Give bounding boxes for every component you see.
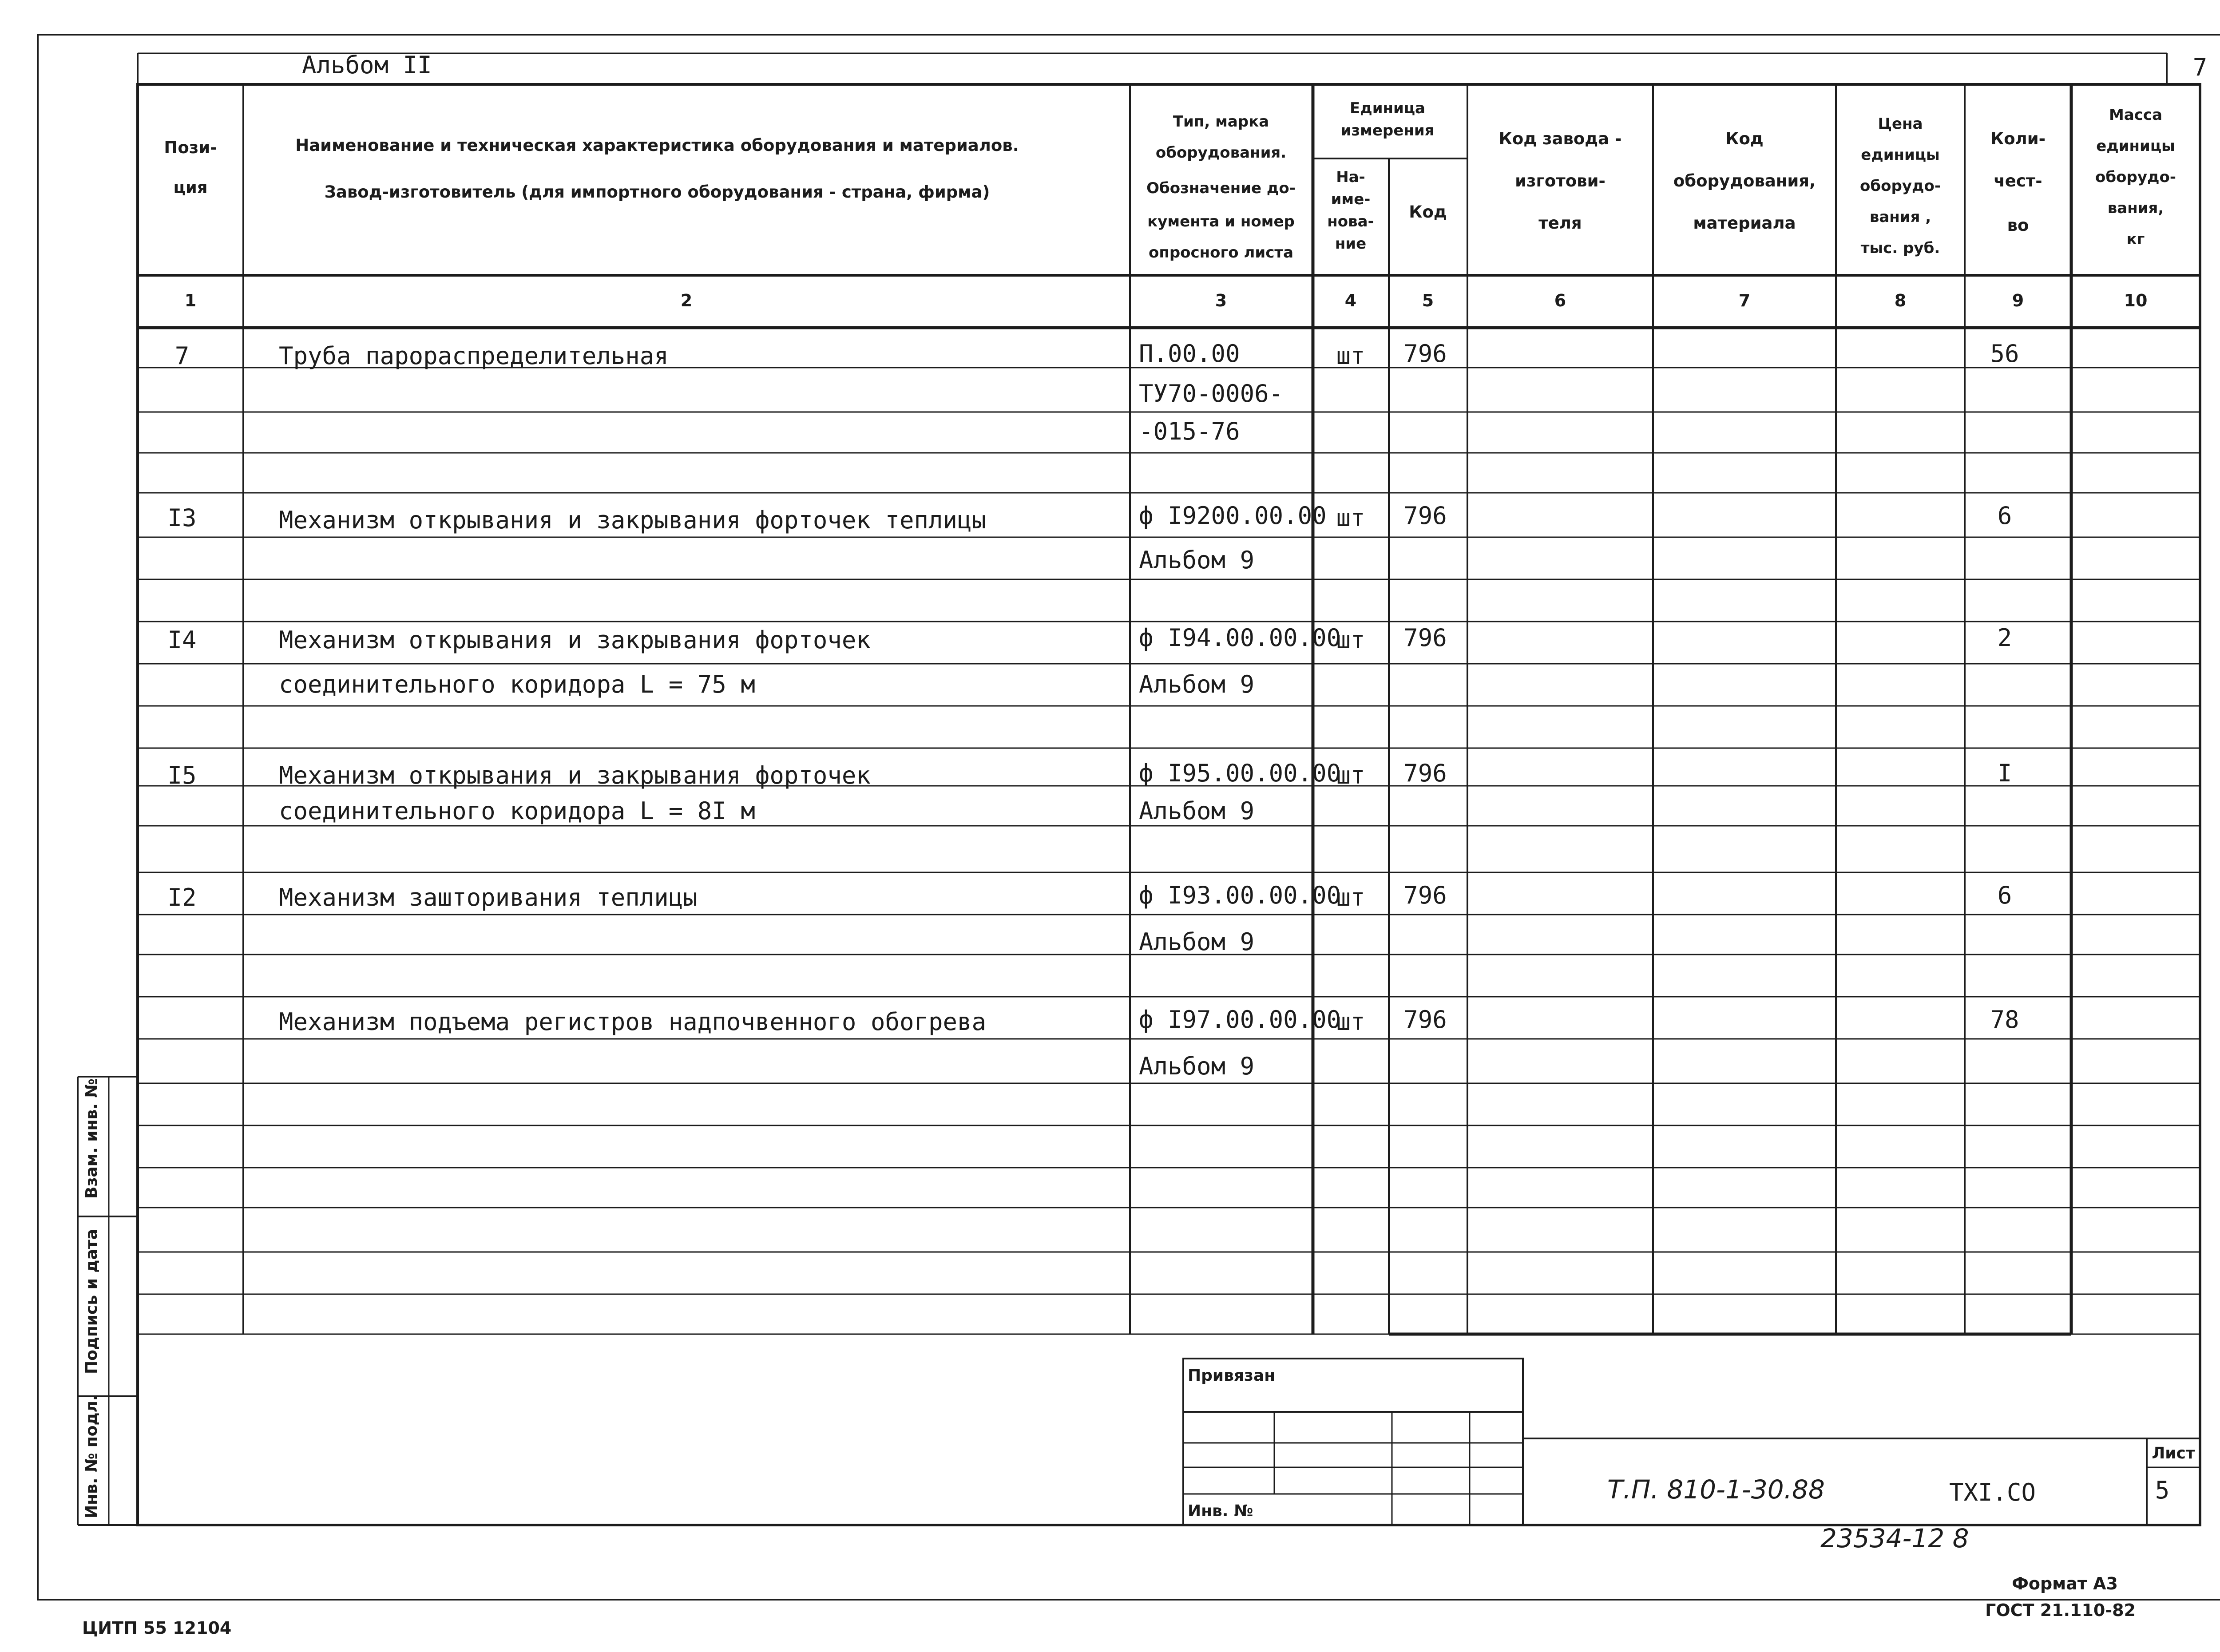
row-type: ТУ70-0006- (1139, 380, 1284, 408)
row-unit: шт (1336, 504, 1365, 532)
sheet-label: Лист (2152, 1444, 2195, 1462)
row-type: Альбом 9 (1139, 797, 1255, 825)
row-type: ф I9200.00.00 (1139, 502, 1327, 530)
row-quantity: 6 (1997, 502, 2012, 530)
row-name: Механизм открывания и закрывания форточек (279, 626, 871, 654)
row-quantity: 2 (1997, 624, 2012, 652)
sheet-number: 5 (2155, 1476, 2170, 1504)
column-header-text: оборудования. (1155, 144, 1287, 162)
column-header-text: Пози- (164, 138, 217, 157)
row-code: 796 (1403, 502, 1447, 530)
side-stamp-podpis: Подпись и дата (83, 1229, 101, 1374)
column-number: 5 (1422, 291, 1434, 310)
inventory-label: Инв. № (1188, 1502, 1253, 1520)
row-name: соединительного коридора L = 8I м (279, 797, 755, 825)
column-header-text: ция (173, 178, 208, 197)
row-unit: шт (1336, 626, 1365, 654)
column-header-text: ние (1335, 235, 1367, 253)
row-position: I4 (167, 626, 197, 654)
column-header-text: опросного листа (1148, 244, 1294, 261)
column-header-text: Тип, марка (1173, 113, 1269, 131)
column-number: 3 (1215, 291, 1227, 310)
row-type: Альбом 9 (1139, 670, 1255, 698)
column-header-text: нова- (1327, 213, 1374, 230)
side-stamp-inv-podl: Инв. № подл. (83, 1394, 101, 1518)
row-type: ф I94.00.00.00 (1139, 624, 1341, 652)
column-number: 4 (1344, 291, 1357, 310)
column-header-text: изготови- (1515, 171, 1606, 190)
row-unit: шт (1336, 1008, 1365, 1036)
row-position: I2 (167, 883, 197, 911)
column-header-text: Наименование и техническая характеристика оборудования и материалов. (295, 136, 1019, 155)
column-header-text: Код завода - (1498, 129, 1622, 148)
row-code: 796 (1403, 881, 1447, 909)
column-header-text: кумента и номер (1147, 213, 1295, 230)
row-quantity: I (1997, 759, 2012, 787)
row-code: 796 (1403, 1006, 1447, 1034)
column-number: 8 (1894, 291, 1907, 310)
row-type: Альбом 9 (1139, 928, 1255, 956)
column-number: 1 (184, 291, 197, 310)
column-header-text: Масса (2109, 106, 2163, 124)
row-code: 796 (1403, 340, 1447, 368)
column-header-text: теля (1538, 214, 1582, 233)
column-header-text: Код (1409, 202, 1447, 222)
column-header-text: оборудования, (1673, 171, 1816, 190)
column-header-text: вания, (2107, 199, 2164, 217)
row-quantity: 78 (1990, 1006, 2019, 1034)
row-type: ф I97.00.00.00 (1139, 1006, 1341, 1034)
row-type: -015-76 (1139, 417, 1240, 445)
row-quantity: 56 (1990, 340, 2019, 368)
row-quantity: 6 (1997, 881, 2012, 909)
column-header-text: чест- (1994, 171, 2042, 190)
row-code: 796 (1403, 624, 1447, 652)
gost-label: ГОСТ 21.110-82 (1985, 1600, 2136, 1620)
binding-label: Привязан (1188, 1367, 1276, 1385)
row-type: Альбом 9 (1139, 546, 1255, 574)
row-unit: шт (1336, 883, 1365, 911)
row-unit: шт (1336, 761, 1365, 789)
row-position: I5 (167, 761, 197, 789)
column-header-text: оборудо- (1860, 177, 1941, 195)
table-text (82, 51, 2207, 1638)
column-header-text: Обозначение до- (1146, 179, 1296, 197)
column-header-text: Коли- (1990, 129, 2046, 148)
side-stamp-vzam-inv: Взам. инв. № (83, 1078, 101, 1199)
row-code: 796 (1403, 759, 1447, 787)
row-name: Механизм зашторивания теплицы (279, 883, 698, 911)
row-name: Механизм открывания и закрывания форточек (279, 761, 871, 789)
column-header-text: материала (1693, 214, 1796, 233)
column-header-text: Цена (1878, 115, 1923, 133)
column-header-text: Единица (1350, 99, 1425, 117)
row-name: соединительного коридора L = 75 м (279, 670, 755, 698)
row-type: П.00.00 (1139, 340, 1240, 368)
row-name: Механизм подъема регистров надпочвенного обогрева (279, 1008, 987, 1036)
column-header-text: На- (1336, 168, 1365, 186)
column-header-text: име- (1331, 190, 1371, 208)
column-header-text: тыс. руб. (1860, 239, 1940, 257)
column-header-text: оборудо- (2095, 168, 2176, 186)
column-number: 6 (1554, 291, 1566, 310)
row-type: ф I93.00.00.00 (1139, 881, 1341, 909)
column-header-text: вания , (1869, 208, 1931, 226)
column-number: 10 (2124, 291, 2148, 310)
row-name: Труба парораспределительная (279, 342, 669, 370)
column-number: 9 (2012, 291, 2024, 310)
printer-mark: ЦИТП 55 12104 (82, 1618, 232, 1638)
row-unit: шт (1336, 342, 1365, 370)
column-number: 2 (680, 291, 693, 310)
row-type: ф I95.00.00.00 (1139, 759, 1341, 787)
row-type: Альбом 9 (1139, 1052, 1255, 1080)
column-header-text: Код (1725, 129, 1764, 148)
document-code: ТХI.СО (1949, 1478, 2036, 1506)
column-header-text: единицы (2096, 137, 2175, 155)
row-name: Механизм открывания и закрывания форточек теплицы (279, 506, 987, 534)
document-designation: Т.П. 810-1-30.88 (1607, 1474, 1825, 1505)
column-header-text: Завод-изготовитель (для импортного оборудования - страна, фирма) (324, 182, 990, 202)
column-header-text: кг (2126, 230, 2145, 248)
column-number: 7 (1738, 291, 1751, 310)
column-header-text: единицы (1861, 146, 1940, 164)
row-position: 7 (174, 342, 190, 370)
album-label: Альбом II (302, 51, 432, 79)
archive-number: 23534-12 8 (1820, 1523, 1969, 1553)
format-label: Формат А3 (2012, 1574, 2118, 1593)
column-header-text: во (2007, 216, 2029, 235)
column-header-text: измерения (1340, 122, 1435, 139)
row-position: I3 (167, 504, 197, 532)
page-number: 7 (2192, 53, 2208, 81)
